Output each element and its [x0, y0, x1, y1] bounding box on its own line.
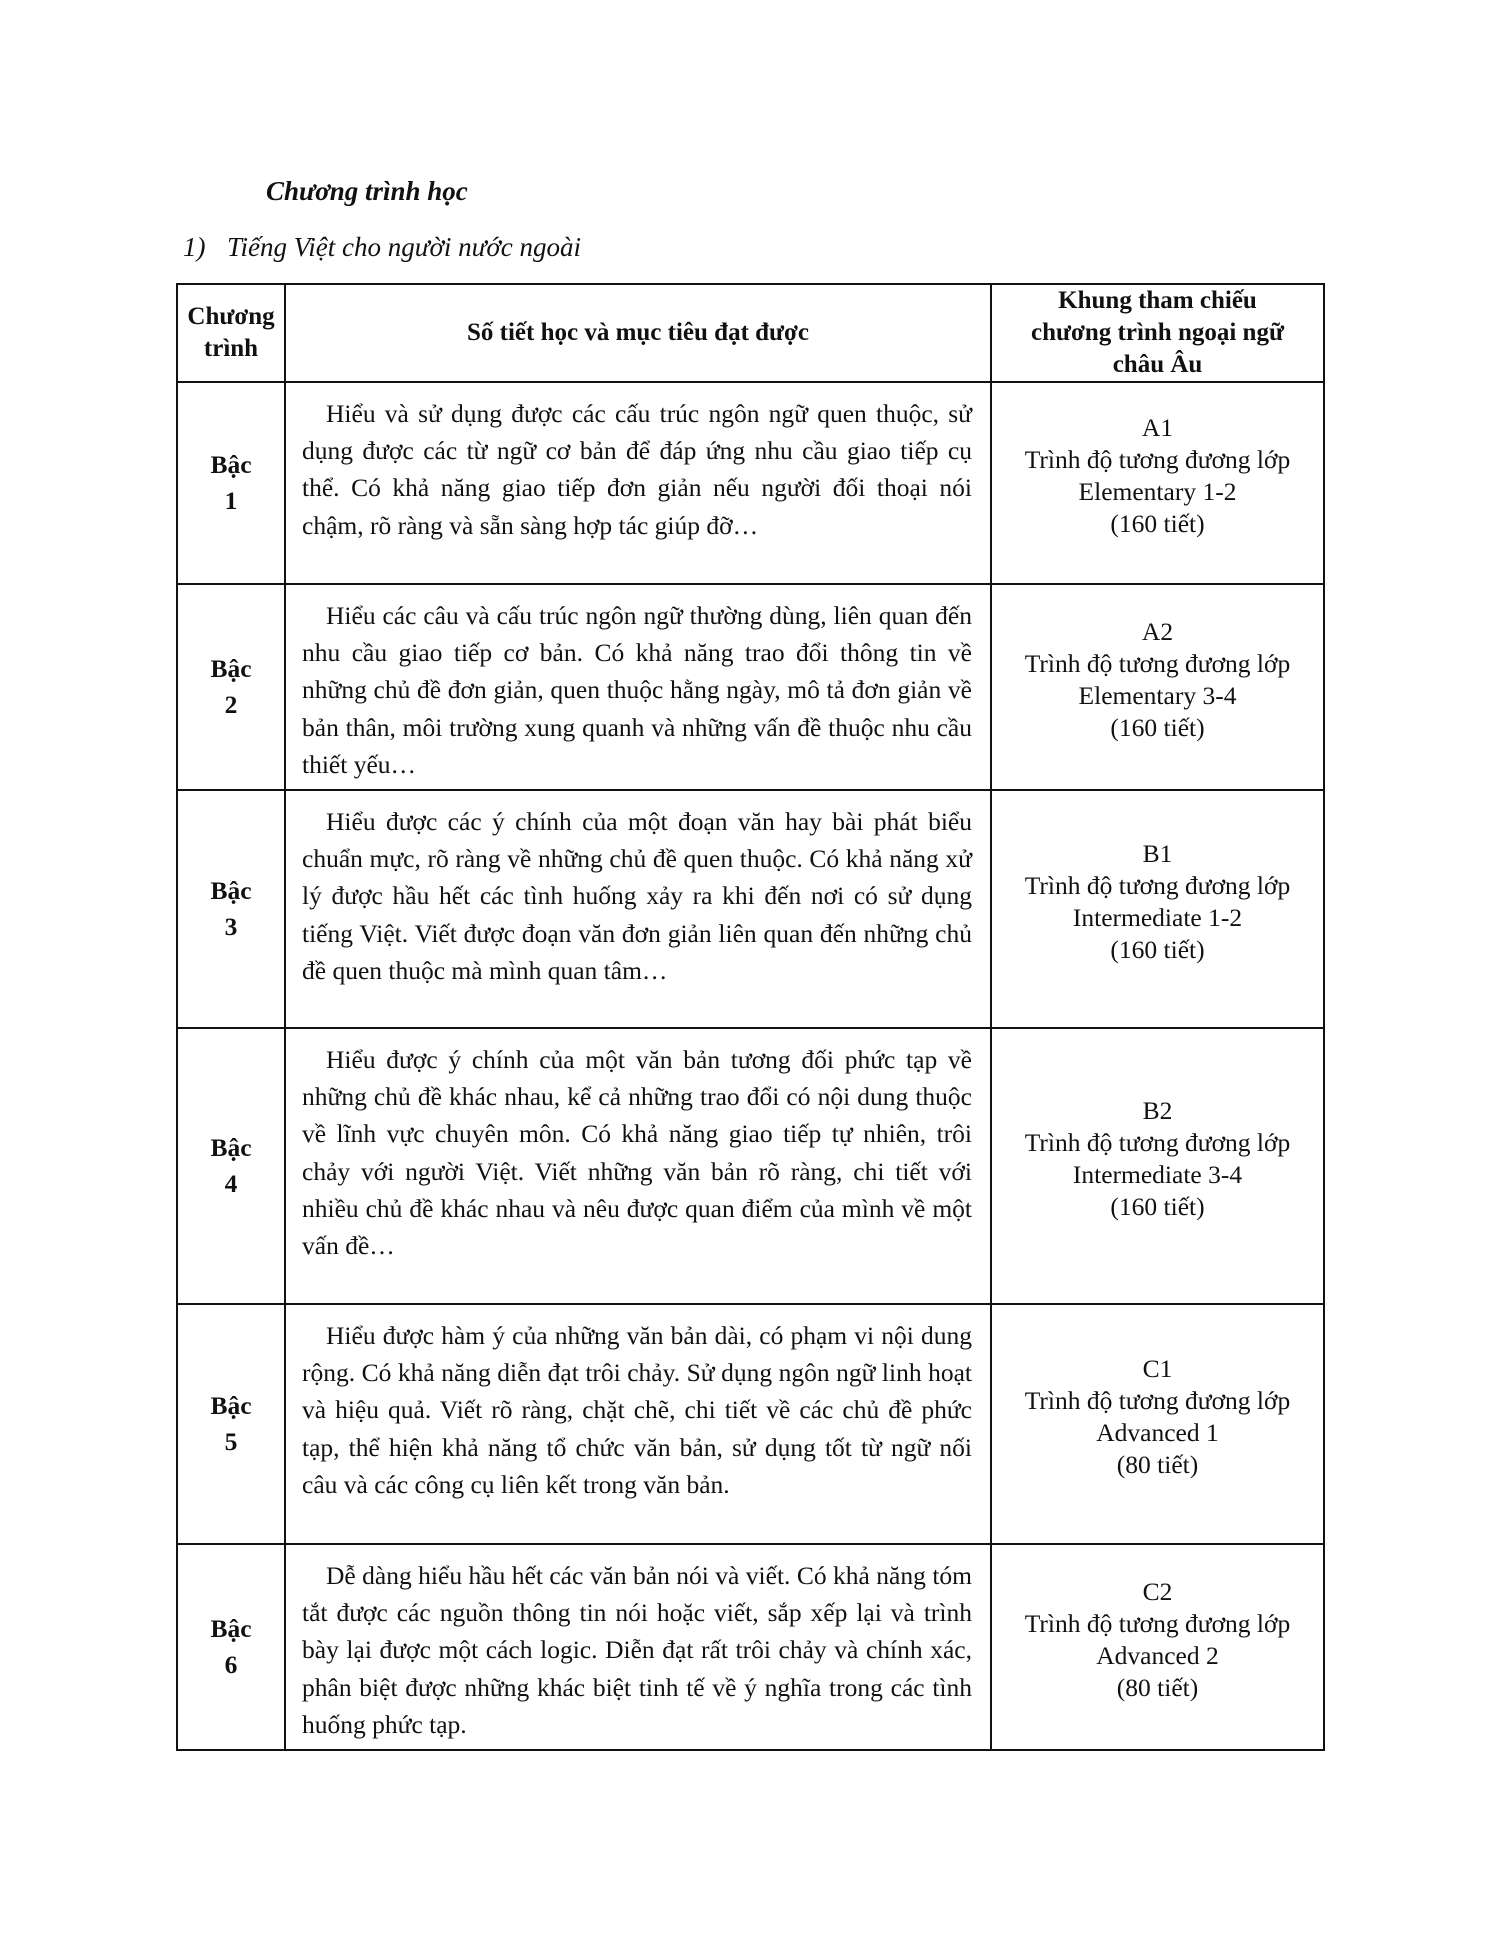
level-cell — [177, 382, 285, 584]
framework-hours: (160 tiết) — [1110, 713, 1205, 742]
subsection-title: Tiếng Việt cho người nước ngoài — [227, 232, 581, 262]
framework-code: B2 — [1142, 1096, 1173, 1126]
level-label: Bậc — [210, 450, 252, 479]
header-framework-line: chương trình ngoại ngữ — [1031, 319, 1284, 346]
level-label: Bậc — [210, 1391, 252, 1421]
framework-code: A1 — [1141, 413, 1174, 442]
description-text: Hiểu được các ý chính của một đoạn văn hay bài phát biểu chuẩn mực, rõ ràng về những chủ đề quen thuộc. Có khả năng xử lý được hầu hết các tình huống xảy ra khi đến nơi có sử dụng tiếng Việt. Viết được đoạn văn đơn giản liên quan đến những chủ đề quen thuộc mà mình quan tâm… — [302, 807, 972, 985]
level-label: Bậc — [210, 1614, 252, 1644]
framework-equivalent: Trình độ tương đương lớp — [1024, 1386, 1291, 1416]
description-cell — [285, 1304, 991, 1544]
table-row — [177, 1544, 1324, 1750]
level-cell — [177, 790, 285, 1028]
level-cell — [177, 1544, 285, 1750]
framework-equivalent: Trình độ tương đương lớp — [1024, 1128, 1291, 1158]
level-cell — [177, 1028, 285, 1304]
framework-hours: (160 tiết) — [1110, 509, 1205, 538]
header-program-line: trình — [203, 335, 259, 362]
description-text: Hiểu được ý chính của một văn bản tương đối phức tạp về những chủ đề khác nhau, kể cả những trao đổi có nội dung thuộc về lĩnh vực chuyên môn. Có khả năng giao tiếp tự nhiên, trôi chảy với người Việt. Viết những văn bản rõ ràng, chi tiết với nhiều chủ đề khác nhau và nêu được quan điểm của mình về một vấn đề… — [302, 1045, 972, 1261]
description-cell — [285, 790, 991, 1028]
level-cell — [177, 584, 285, 790]
subsection-heading — [183, 232, 581, 263]
framework-course: Elementary 3-4 — [1078, 681, 1237, 710]
header-program-line: Chương — [187, 303, 275, 330]
description-cell — [285, 1028, 991, 1304]
description-text: Hiểu các câu và cấu trúc ngôn ngữ thường dùng, liên quan đến nhu cầu giao tiếp cơ bản. Có khả năng trao đổi thông tin về những chủ đề đơn giản, quen thuộc hằng ngày, mô tả đơn giản về bản thân, môi trường xung quanh và những vấn đề thuộc nhu cầu thiết yếu… — [302, 601, 972, 779]
framework-cell — [991, 790, 1324, 1028]
framework-hours: (80 tiết) — [1116, 1450, 1199, 1480]
level-cell — [177, 1304, 285, 1544]
description-text: Hiểu và sử dụng được các cấu trúc ngôn ngữ quen thuộc, sử dụng được các từ ngữ cơ bản để đáp ứng nhu cầu giao tiếp cụ thể. Có khả năng giao tiếp đơn giản nếu người đối thoại nói chậm, rõ ràng và sẵn sàng hợp tác giúp đỡ… — [302, 399, 972, 540]
section-heading: Chương trình học — [266, 176, 468, 206]
framework-course: Intermediate 1-2 — [1072, 903, 1243, 933]
level-number: 4 — [224, 1169, 238, 1199]
framework-equivalent: Trình độ tương đương lớp — [1024, 1609, 1291, 1639]
table-row — [177, 382, 1324, 584]
framework-hours: (160 tiết) — [1110, 1192, 1205, 1222]
description-text: Dễ dàng hiểu hầu hết các văn bản nói và viết. Có khả năng tóm tắt được các nguồn thông tin nói hoặc viết, sắp xếp lại và trình bày lại được một cách logic. Diễn đạt rất trôi chảy và chính xác, phân biệt được những khác biệt tinh tế về ý nghĩa trong các tình huống phức tạp. — [302, 1561, 972, 1739]
description-cell — [285, 584, 991, 790]
description-text: Hiểu được hàm ý của những văn bản dài, có phạm vi nội dung rộng. Có khả năng diễn đạt trôi chảy. Sử dụng ngôn ngữ linh hoạt và hiệu quả. Viết rõ ràng, chặt chẽ, chi tiết về các chủ đề phức tạp, thể hiện khả năng tổ chức văn bản, sử dụng tốt từ ngữ nối câu và các công cụ liên kết trong văn bản. — [302, 1321, 972, 1499]
subsection-number: 1) — [183, 232, 206, 262]
table-row — [177, 790, 1324, 1028]
level-number: 1 — [224, 486, 238, 515]
framework-code: A2 — [1141, 617, 1174, 646]
curriculum-table — [176, 283, 1325, 1751]
level-label: Bậc — [210, 876, 252, 906]
level-number: 6 — [224, 1650, 238, 1680]
framework-equivalent: Trình độ tương đương lớp — [1024, 649, 1291, 678]
framework-course: Advanced 2 — [1096, 1641, 1219, 1671]
framework-hours: (80 tiết) — [1116, 1673, 1199, 1703]
framework-course: Elementary 1-2 — [1078, 477, 1237, 506]
framework-code: C2 — [1142, 1577, 1173, 1607]
header-program — [177, 284, 285, 382]
header-framework — [991, 284, 1324, 382]
table-header-row — [177, 284, 1324, 382]
framework-cell — [991, 1028, 1324, 1304]
framework-cell — [991, 382, 1324, 584]
level-label: Bậc — [210, 1133, 252, 1163]
framework-code: B1 — [1142, 839, 1173, 869]
framework-equivalent: Trình độ tương đương lớp — [1024, 445, 1291, 474]
table-row — [177, 1028, 1324, 1304]
framework-course: Advanced 1 — [1096, 1418, 1219, 1448]
level-number: 2 — [224, 690, 238, 719]
framework-cell — [991, 584, 1324, 790]
description-cell — [285, 382, 991, 584]
level-label: Bậc — [210, 654, 252, 683]
framework-cell — [991, 1544, 1324, 1750]
description-cell — [285, 1544, 991, 1750]
header-goals: Số tiết học và mục tiêu đạt được — [285, 284, 991, 382]
framework-course: Intermediate 3-4 — [1072, 1160, 1243, 1190]
framework-code: C1 — [1142, 1354, 1173, 1384]
framework-equivalent: Trình độ tương đương lớp — [1024, 871, 1291, 901]
header-framework-line: châu Âu — [1112, 351, 1203, 378]
framework-cell — [991, 1304, 1324, 1544]
framework-hours: (160 tiết) — [1110, 935, 1205, 965]
table-row — [177, 1304, 1324, 1544]
level-number: 3 — [224, 912, 238, 942]
header-framework-line: Khung tham chiếu — [1058, 287, 1257, 314]
level-number: 5 — [224, 1427, 238, 1457]
table-row — [177, 584, 1324, 790]
